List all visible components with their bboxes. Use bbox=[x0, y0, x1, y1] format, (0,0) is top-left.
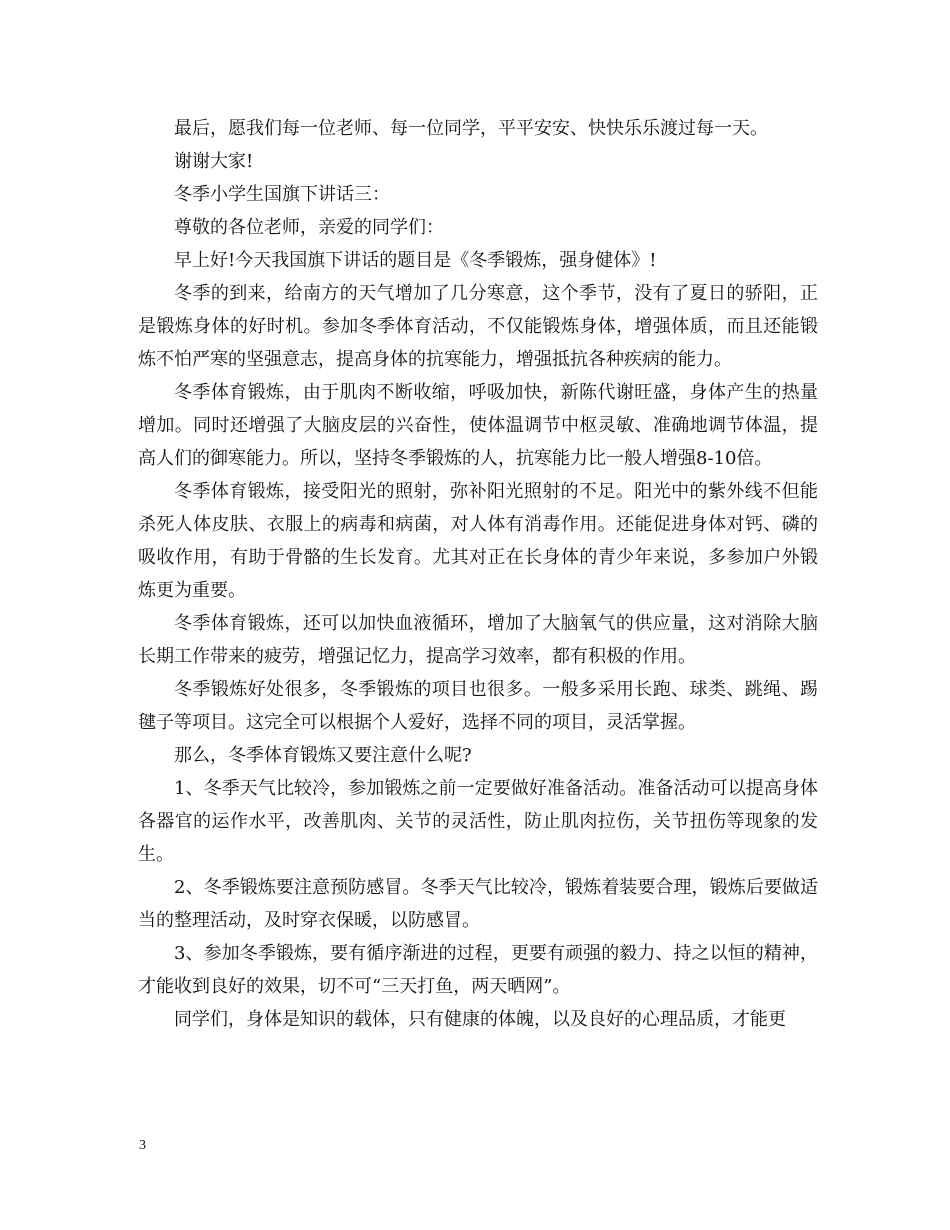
paragraph: 最后，愿我们每一位老师、每一位同学，平平安安、快快乐乐渡过每一天。 bbox=[174, 118, 768, 139]
paragraph: 冬季的到来，给南方的天气增加了几分寒意，这个季节，没有了夏日的骄阳，正是锻炼身体的好时机。参加冬季体育活动，不仅能锻炼身体，增强体质，而且还能锻炼不怕严寒的坚强意志，提高身体的抗寒能力，增强抵抗各种疾病的能力。 bbox=[138, 283, 818, 370]
paragraph: 谢谢大家! bbox=[174, 151, 254, 172]
paragraph: 冬季体育锻炼，还可以加快血液循环，增加了大脑氧气的供应量，这对消除大脑长期工作带来的疲劳，增强记忆力，提高学习效率，都有积极的作用。 bbox=[138, 613, 818, 667]
document-body bbox=[138, 112, 818, 1036]
paragraph: 同学们，身体是知识的载体，只有健康的体魄，以及良好的心理品质，才能更 bbox=[174, 1009, 786, 1030]
paragraph: 冬季锻炼好处很多，冬季锻炼的项目也很多。一般多采用长跑、球类、跳绳、踢毽子等项目。这完全可以根据个人爱好，选择不同的项目，灵活掌握。 bbox=[138, 679, 818, 733]
paragraph: 冬季体育锻炼，接受阳光的照射，弥补阳光照射的不足。阳光中的紫外线不但能杀死人体皮肤、衣服上的病毒和病菌，对人体有消毒作用。还能促进身体对钙、磷的吸收作用，有助于骨骼的生长发育。尤其对正在长身体的青少年来说，多参加户外锻炼更为重要。 bbox=[138, 481, 818, 601]
page-number: 3 bbox=[139, 1138, 146, 1153]
paragraph: 那么，冬季体育锻炼又要注意什么呢? bbox=[174, 745, 472, 766]
paragraph: 冬季小学生国旗下讲话三： bbox=[174, 184, 390, 205]
paragraph: 2、冬季锻炼要注意预防感冒。冬季天气比较冷，锻炼着装要合理，锻炼后要做适当的整理活动，及时穿衣保暖，以防感冒。 bbox=[138, 877, 818, 931]
paragraph: 冬季体育锻炼，由于肌肉不断收缩，呼吸加快，新陈代谢旺盛，身体产生的热量增加。同时还增强了大脑皮层的兴奋性，使体温调节中枢灵敏、准确地调节体温，提高人们的御寒能力。所以，坚持冬季锻炼的人，抗寒能力比一般人增强8-10倍。 bbox=[138, 382, 818, 469]
paragraph: 1、冬季天气比较冷，参加锻炼之前一定要做好准备活动。准备活动可以提高身体各器官的运作水平，改善肌肉、关节的灵活性，防止肌肉拉伤，关节扭伤等现象的发生。 bbox=[138, 778, 818, 865]
paragraph: 尊敬的各位老师，亲爱的同学们： bbox=[174, 217, 444, 238]
paragraph: 3、参加冬季锻炼，要有循序渐进的过程，更要有顽强的毅力、持之以恒的精神，才能收到良好的效果，切不可“三天打鱼，两天晒网”。 bbox=[138, 943, 818, 997]
paragraph: 早上好!今天我国旗下讲话的题目是《冬季锻炼，强身健体》! bbox=[174, 250, 657, 271]
